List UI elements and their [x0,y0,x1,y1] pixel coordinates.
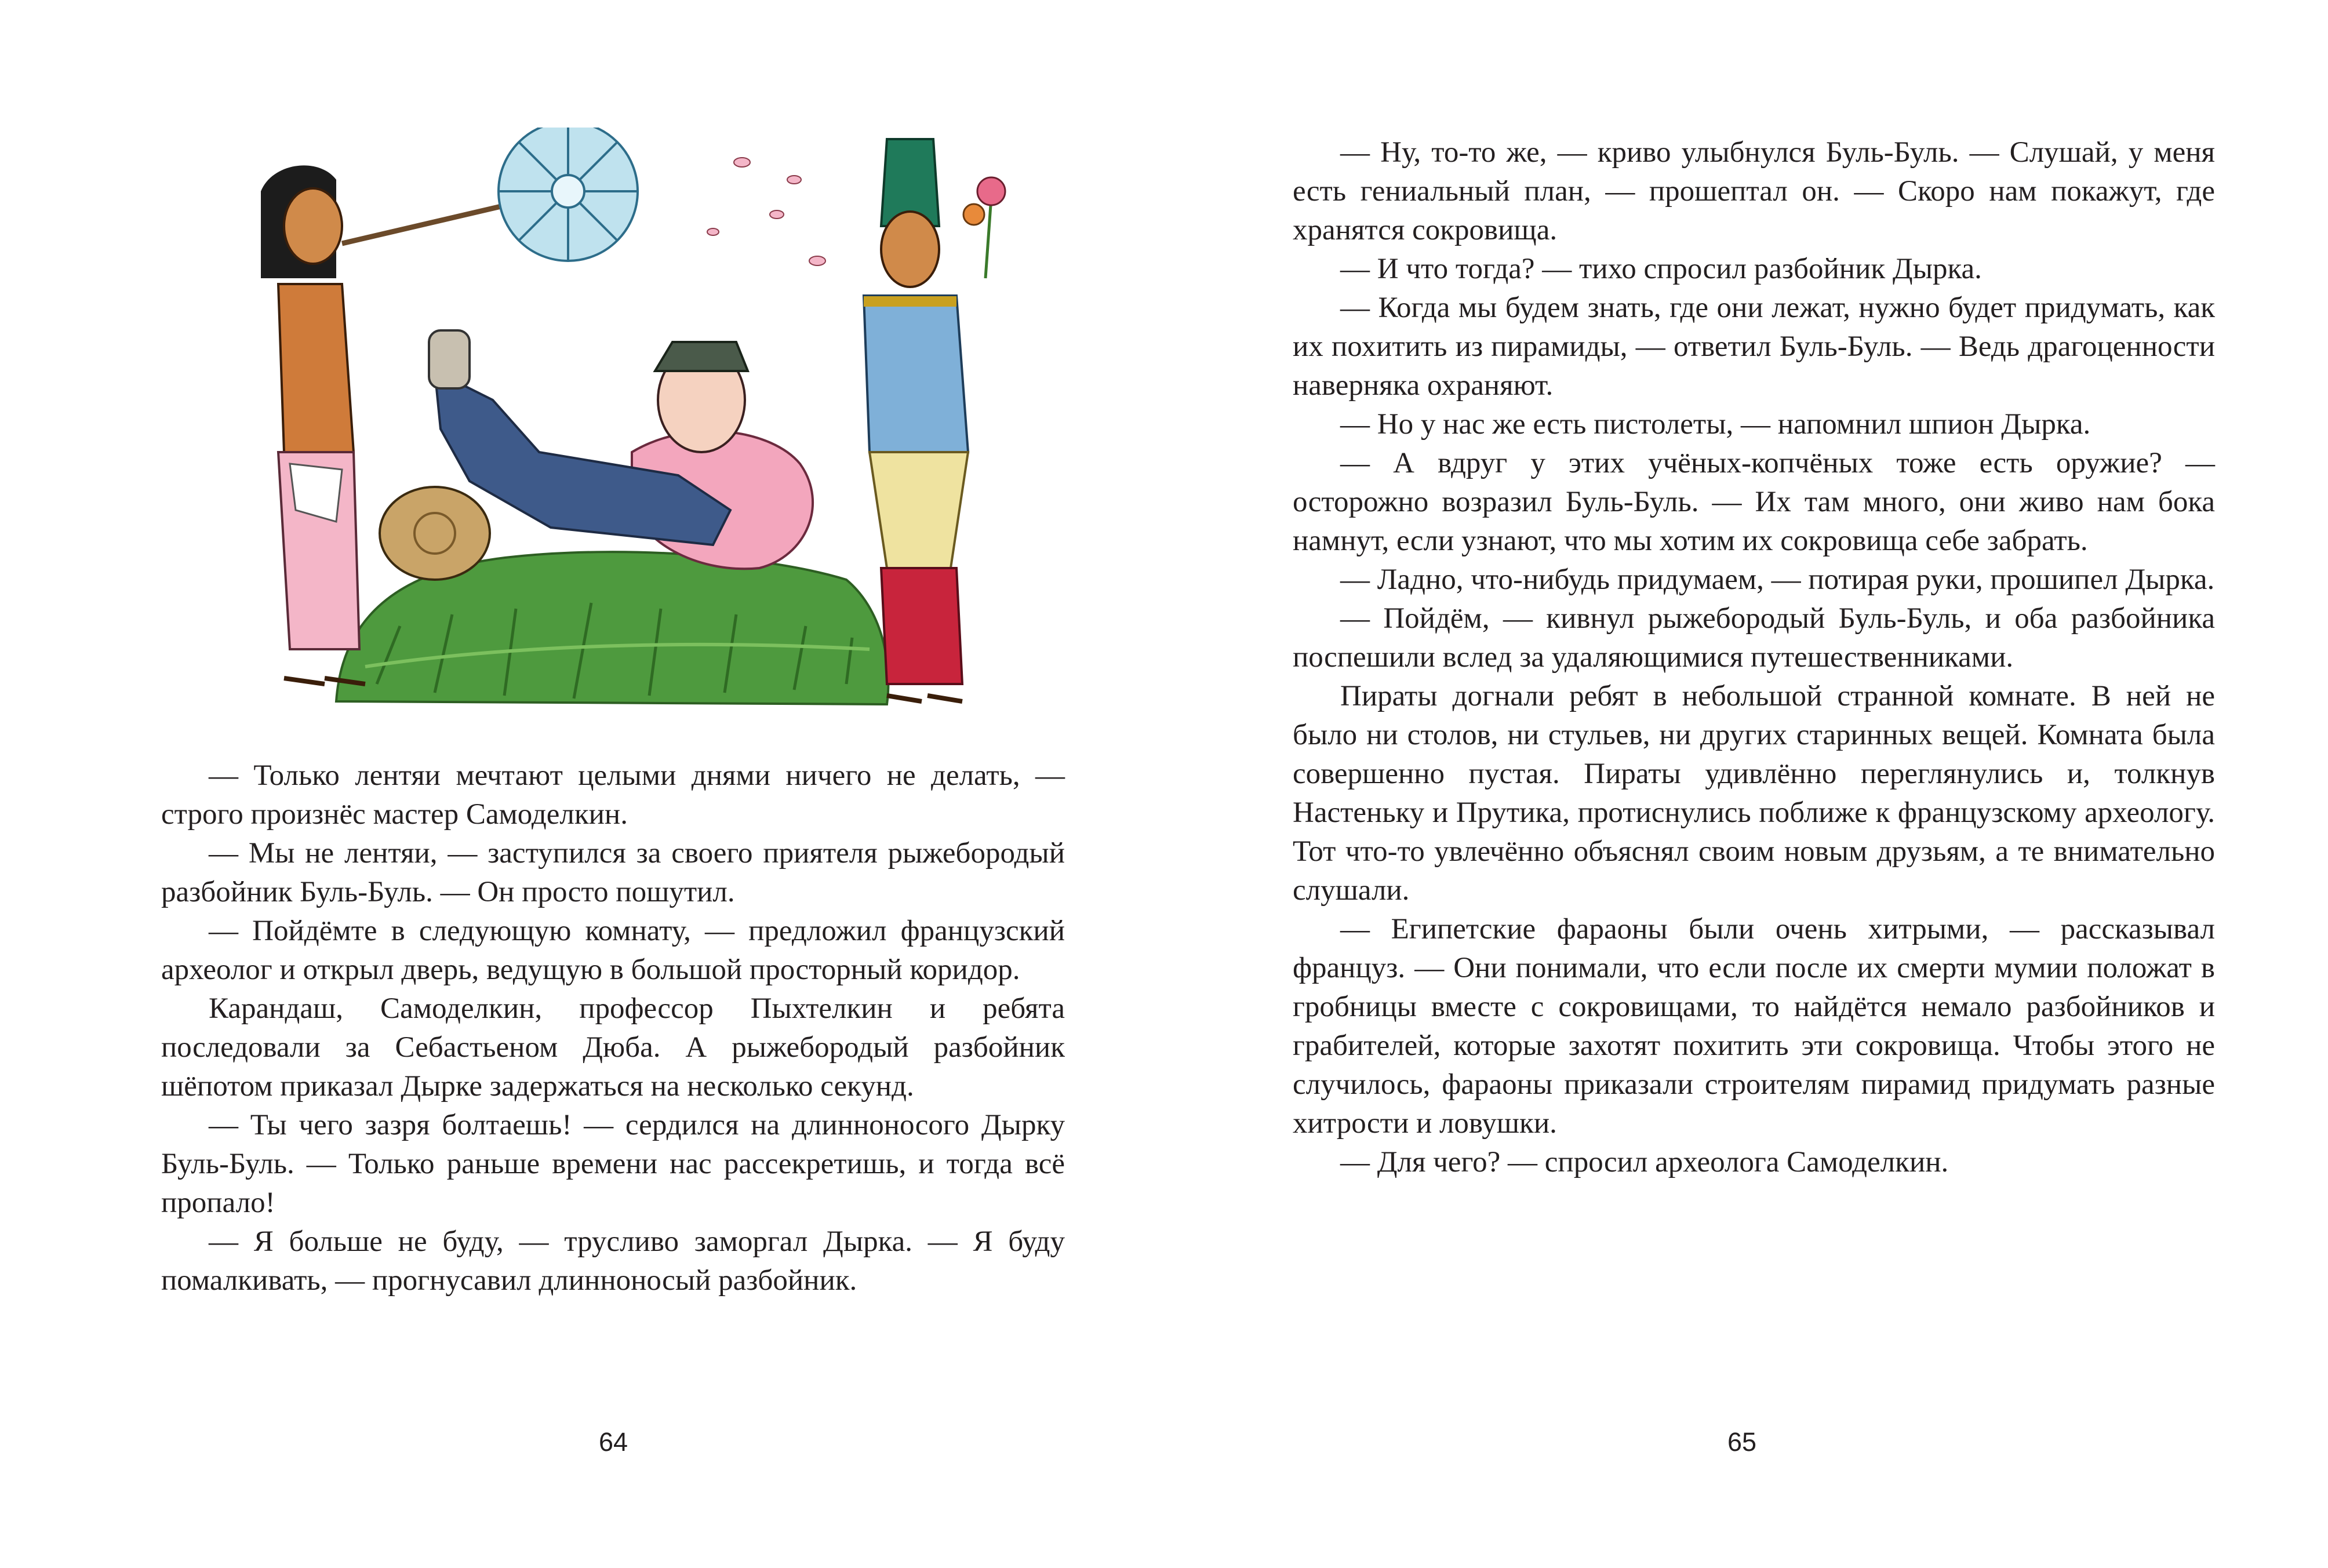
paragraph: — Пойдём, — кивнул рыжебородый Буль-Буль, и оба разбойника поспешили вслед за удаляющимися путешественниками. [1293,602,2215,674]
rolled-cushion [380,487,490,580]
paragraph: — Для чего? — спросил археолога Самоделкин. [1340,1146,1949,1178]
paragraph: — Ну, то-то же, — криво улыбнулся Буль-Буль. — Слушай, у меня есть гениальный план, — прошептал он. — Скоро нам покажут, где хранятся сокровища. [1293,136,2215,246]
book-illustration [191,128,1043,713]
paragraph: — Когда мы будем знать, где они лежат, нужно будет придумать, как их похитить из пирамиды, — ответил Буль-Буль. — Ведь драгоценности наверняка охраняют. [1293,292,2215,402]
right-page [1164,0,2328,1568]
feather-duster [499,128,638,261]
flying-petals [707,158,825,265]
right-egyptian-servant [864,139,1005,701]
page-number: 64 [598,1427,628,1457]
right-page-text [1293,133,2215,1182]
paragraph: — Но у нас же есть пистолеты, — напомнил шпион Дырка. [1340,408,2091,441]
left-page-text [161,756,1065,1300]
paragraph: — И что тогда? — тихо спросил разбойник Дырка. [1340,253,1982,285]
paragraph: — А вдруг у этих учёных-копчёных тоже есть оружие? — осторожно возразил Буль-Буль. — Их там много, они живо нам бока намнут, если узнают, что мы хотим их сокровища себе забрать. [1293,447,2215,557]
paragraph: Карандаш, Самоделкин, профессор Пыхтелкин и ребята последовали за Себастьеном Дюба. А рыжебородый разбойник шёпотом приказал Дырке задержаться на несколько секунд. [161,992,1065,1103]
paragraph: — Ладно, что-нибудь придумаем, — потирая руки, прошипел Дырка. [1340,563,2215,596]
paragraph: — Ты чего зазря болтаешь! — сердился на длинноносого Дырку Буль-Буль. — Только раньше времени нас рассекретишь, и тогда всё пропало! [161,1109,1065,1219]
paragraph: Пираты догнали ребят в небольшой странной комнате. В ней не было ни столов, ни стульев, ни других старинных вещей. Комната была совершенно пустая. Пираты удивлённо переглянулись и, толкнув Настеньку и Прутика, протиснулись поближе к французскому археологу. Тот что-то увлечённо объяснял своим новым друзьям, а те внимательно слушали. [1293,680,2215,907]
paragraph: — Только лентяи мечтают целыми днями ничего не делать, — строго произнёс мастер Самоделкин. [161,759,1065,831]
paragraph: — Я больше не буду, — трусливо заморгал Дырка. — Я буду помалкивать, — прогнусавил длинноносый разбойник. [161,1225,1065,1297]
paragraph: — Мы не лентяи, — заступился за своего приятеля рыжебородый разбойник Буль-Буль. — Он просто пошутил. [161,837,1065,908]
page-number: 65 [1727,1427,1757,1457]
paragraph: — Египетские фараоны были очень хитрыми, — рассказывал француз. — Они понимали, что если после их смерти мумии положат в гробницы вместе с сокровищами, то найдётся немало разбойников и грабителей, которые захотят похитить эти сокровища. Чтобы этого не случилось, фараоны приказали строителям пирамид придумать разные хитрости и ловушки. [1293,913,2215,1140]
paragraph: — Пойдёмте в следующую комнату, — предложил французский археолог и открыл дверь, ведущую в большой просторный коридор. [161,915,1065,986]
